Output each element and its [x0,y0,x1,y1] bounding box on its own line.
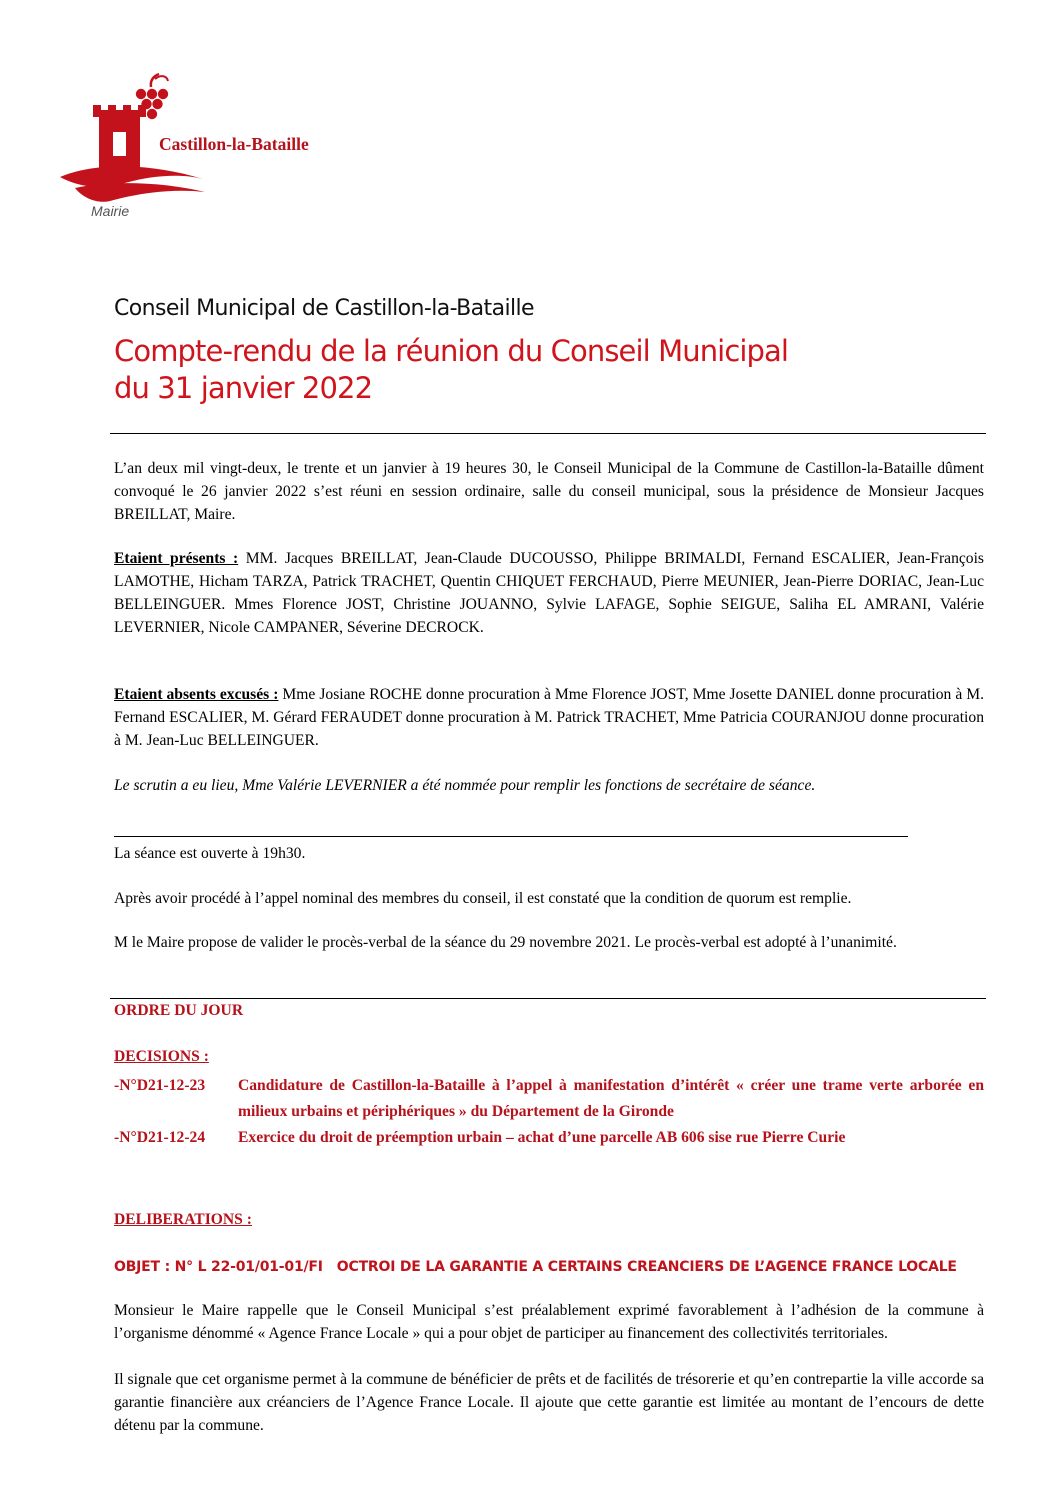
decision-item [114,1125,984,1151]
organization-heading: Conseil Municipal de Castillon-la-Bataille [114,296,534,321]
deliberations-heading: DELIBERATIONS : [114,1211,252,1228]
intro-paragraph: L’an deux mil vingt-deux, le trente et un janvier à 19 heures 30, le Conseil Municipal de la Commune de Castillon-la-Bataille dûment convoqué le 26 janvier 2022 s’est réuni en session ordinaire, salle du conseil municipal, sous la présidence de Monsieur Jacques BREILLAT, Maire. [114,460,984,523]
absents-label: Etaient absents excusés : [114,686,279,703]
deliberation-paragraph-1: Monsieur le Maire rappelle que le Conseil Municipal s’est préalablement exprimé favorablement à l’adhésion de la commune à l’organisme dénommé « Agence France Locale » qui a pour objet de participer au financement des collectivités territoriales. [114,1302,984,1342]
document-title [114,333,788,407]
logo-town-name: Castillon-la-Bataille [159,134,309,154]
presents-label: Etaient présents : [114,550,239,567]
presents-paragraph [114,547,984,639]
absents-list: Mme Josiane ROCHE donne procuration à Mme Florence JOST, Mme Josette DANIEL donne procuration à M. Fernand ESCALIER, M. Gérard FERAUDET donne procuration à M. Patrick TRACHET, Mme Patricia COURANJOU donne procuration à M. Jean-Luc BELLEINGUER. [114,686,985,749]
presents-list: MM. Jacques BREILLAT, Jean-Claude DUCOUSSO, Philippe BRIMALDI, Fernand ESCALIER, Jean-François LAMOTHE, Hicham TARZA, Patrick TRACHET, Quentin CHIQUET FERCHAUD, Pierre MEUNIER, Jean-Pierre DORIAC, Jean-Luc BELLEINGUER. Mmes Florence JOST, Christine JOUANNO, Sylvie LAFAGE, Sophie SEIGUE, Saliha EL AMRANI, Valérie LEVERNIER, Nicole CAMPANER, Séverine DECROCK. [114,550,984,636]
logo-subtitle: Mairie [91,203,130,219]
decision-item [114,1073,984,1125]
decision-number: -N°D21-12-24 [114,1129,206,1146]
scrutin-paragraph: Le scrutin a eu lieu, Mme Valérie LEVERNIER a été nommée pour remplir les fonctions de secrétaire de séance. [114,777,816,794]
pv-paragraph: M le Maire propose de valider le procès-verbal de la séance du 29 novembre 2021. Le procès-verbal est adopté à l’unanimité. [114,934,897,951]
decision-number: -N°D21-12-23 [114,1077,206,1094]
municipality-logo [55,70,375,230]
deliberation-paragraph-2: Il signale que cet organisme permet à la commune de bénéficier de prêts et de facilités de trésorerie et qu’en contrepartie la ville accorde sa garantie financière aux créanciers de l’Agence France Locale. Il ajoute que cette garantie est limitée au montant de l’encours de dette détenu par la commune. [114,1371,984,1434]
deliberation-object-heading: OBJET : N° L 22-01/01-01/FI OCTROI DE LA GARANTIE A CERTAINS CREANCIERS DE L’AGENCE FRANCE LOCALE [114,1259,957,1275]
agenda-heading: ORDRE DU JOUR [114,1002,244,1019]
document-title-line-2: du 31 janvier 2022 [114,371,373,405]
absents-paragraph [114,683,984,752]
agenda-divider [110,998,986,999]
opening-line: La séance est ouverte à 19h30. [114,845,306,862]
quorum-paragraph: Après avoir procédé à l’appel nominal des membres du conseil, il est constaté que la condition de quorum est remplie. [114,890,852,907]
decisions-list [114,1073,984,1151]
thin-divider [114,836,908,837]
document-title-line-1: Compte-rendu de la réunion du Conseil Municipal [114,334,789,368]
decisions-heading: DECISIONS : [114,1048,209,1065]
header-divider [110,433,986,434]
decision-text: Exercice du droit de préemption urbain – achat d’une parcelle AB 606 sise rue Pierre Curie [238,1129,846,1146]
decision-text: Candidature de Castillon-la-Bataille à l’appel à manifestation d’intérêt « créer une trame verte arborée en milieux urbains et périphériques » du Département de la Gironde [238,1077,984,1120]
